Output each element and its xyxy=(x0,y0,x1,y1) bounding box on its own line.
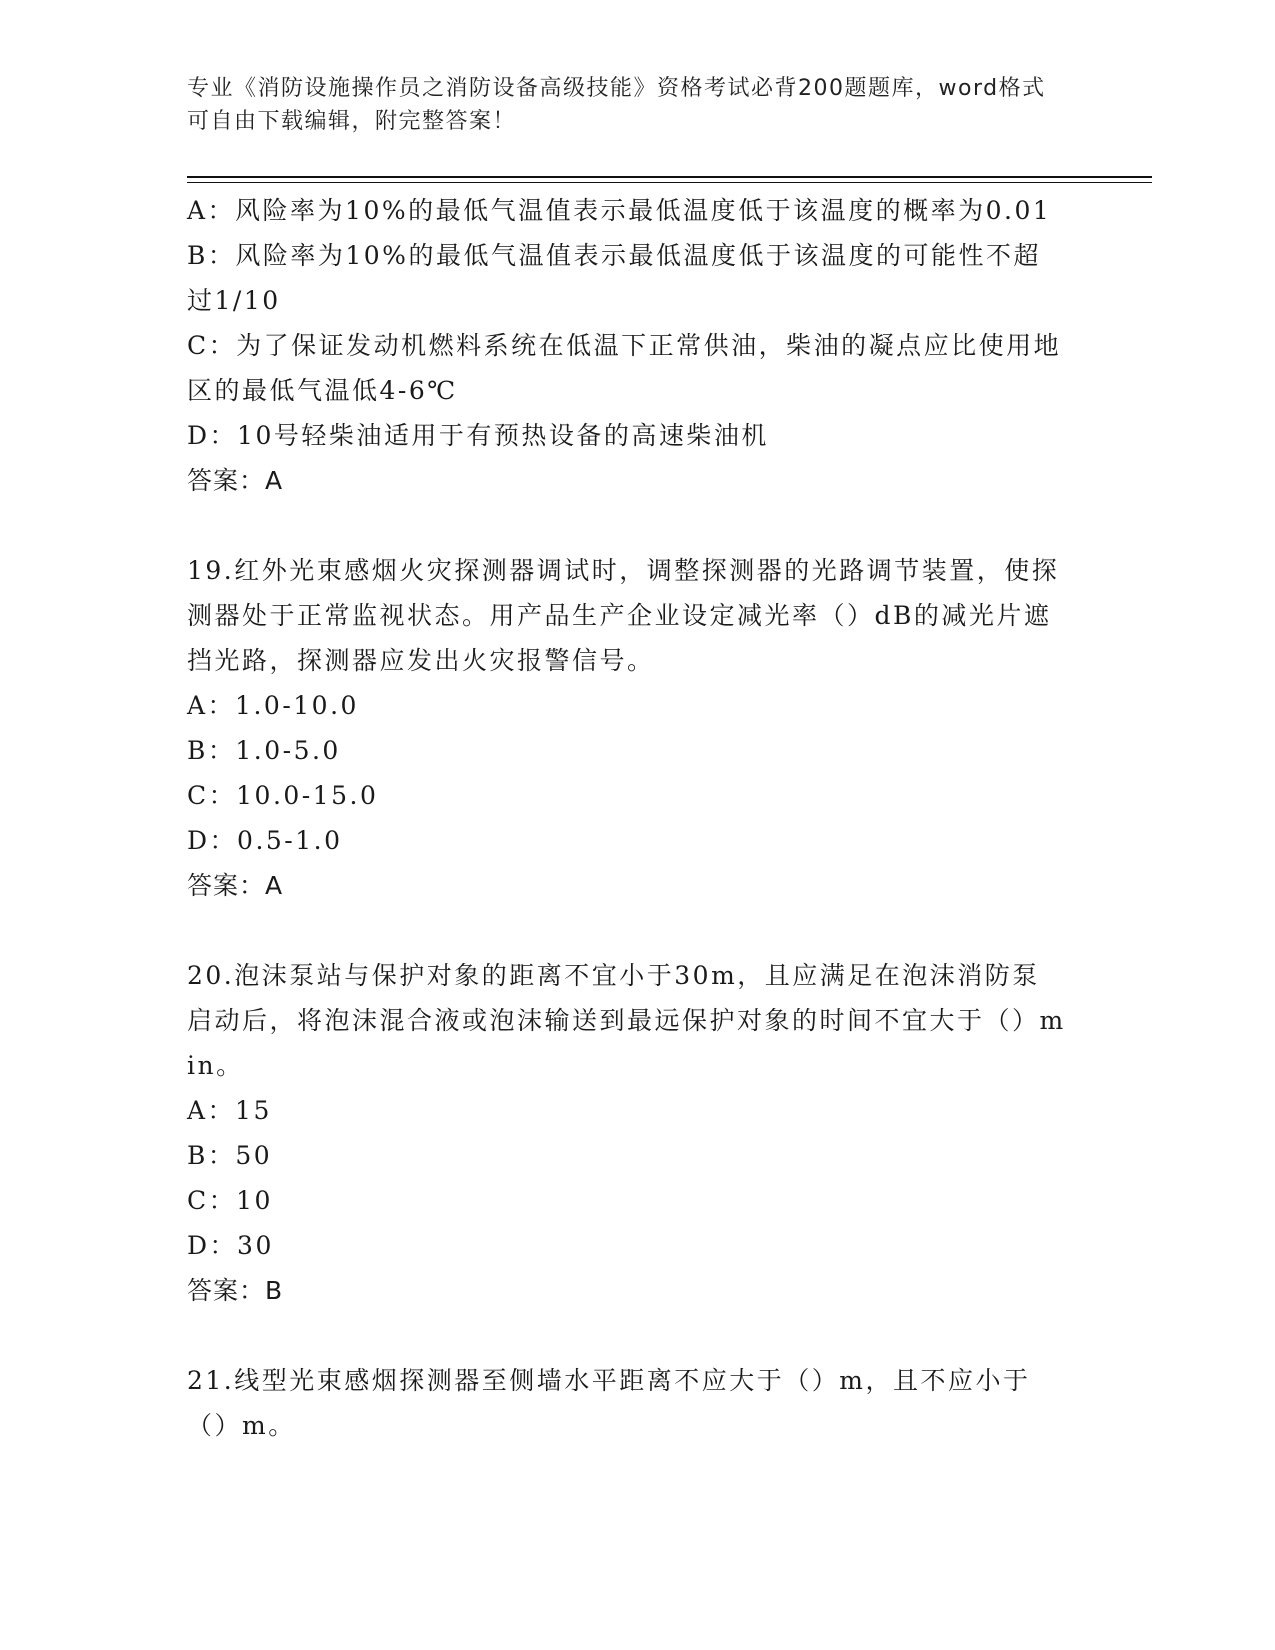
question-18-continued xyxy=(187,188,1067,503)
answer-line: 答案：A xyxy=(187,871,284,900)
option-c: C：10.0-15.0 xyxy=(187,781,379,810)
option-c: C：为了保证发动机燃料系统在低温下正常供油，柴油的凝点应比使用地区的最低气温低4-6℃ xyxy=(187,331,1062,405)
header-divider-thin xyxy=(187,182,1152,183)
document-header: 专业《消防设施操作员之消防设备高级技能》资格考试必背200题题库，word格式可自由下载编辑，附完整答案！ xyxy=(187,76,1046,134)
option-d: D：0.5-1.0 xyxy=(187,826,343,855)
question-20 xyxy=(187,953,1067,1313)
question-21 xyxy=(187,1358,1067,1448)
spacer xyxy=(187,503,1067,548)
spacer xyxy=(187,908,1067,953)
option-a: A：1.0-10.0 xyxy=(187,691,359,720)
answer-line: 答案：B xyxy=(187,1276,284,1305)
option-b: B：风险率为10%的最低气温值表示最低温度低于该温度的可能性不超过1/10 xyxy=(187,241,1041,315)
option-b: B：50 xyxy=(187,1141,273,1170)
header-divider-thick xyxy=(187,176,1152,178)
option-a: A：15 xyxy=(187,1096,272,1125)
document-body xyxy=(187,188,1067,1448)
answer-line: 答案：A xyxy=(187,466,284,495)
question-19 xyxy=(187,548,1067,908)
option-b: B：1.0-5.0 xyxy=(187,736,341,765)
option-d: D：30 xyxy=(187,1231,274,1260)
question-stem: 21.线型光束感烟探测器至侧墙水平距离不应大于（）m，且不应小于（）m。 xyxy=(187,1366,1031,1440)
question-stem: 20.泡沫泵站与保护对象的距离不宜小于30m，且应满足在泡沫消防泵启动后，将泡沫混合液或泡沫输送到最远保护对象的时间不宜大于（）min。 xyxy=(187,961,1066,1080)
option-c: C：10 xyxy=(187,1186,273,1215)
question-stem: 19.红外光束感烟火灾探测器调试时，调整探测器的光路调节装置，使探测器处于正常监视状态。用产品生产企业设定减光率（）dB的减光片遮挡光路，探测器应发出火灾报警信号。 xyxy=(187,556,1060,675)
option-a: A：风险率为10%的最低气温值表示最低温度低于该温度的概率为0.01 xyxy=(187,196,1052,225)
option-d: D：10号轻柴油适用于有预热设备的高速柴油机 xyxy=(187,421,769,450)
spacer xyxy=(187,1313,1067,1358)
